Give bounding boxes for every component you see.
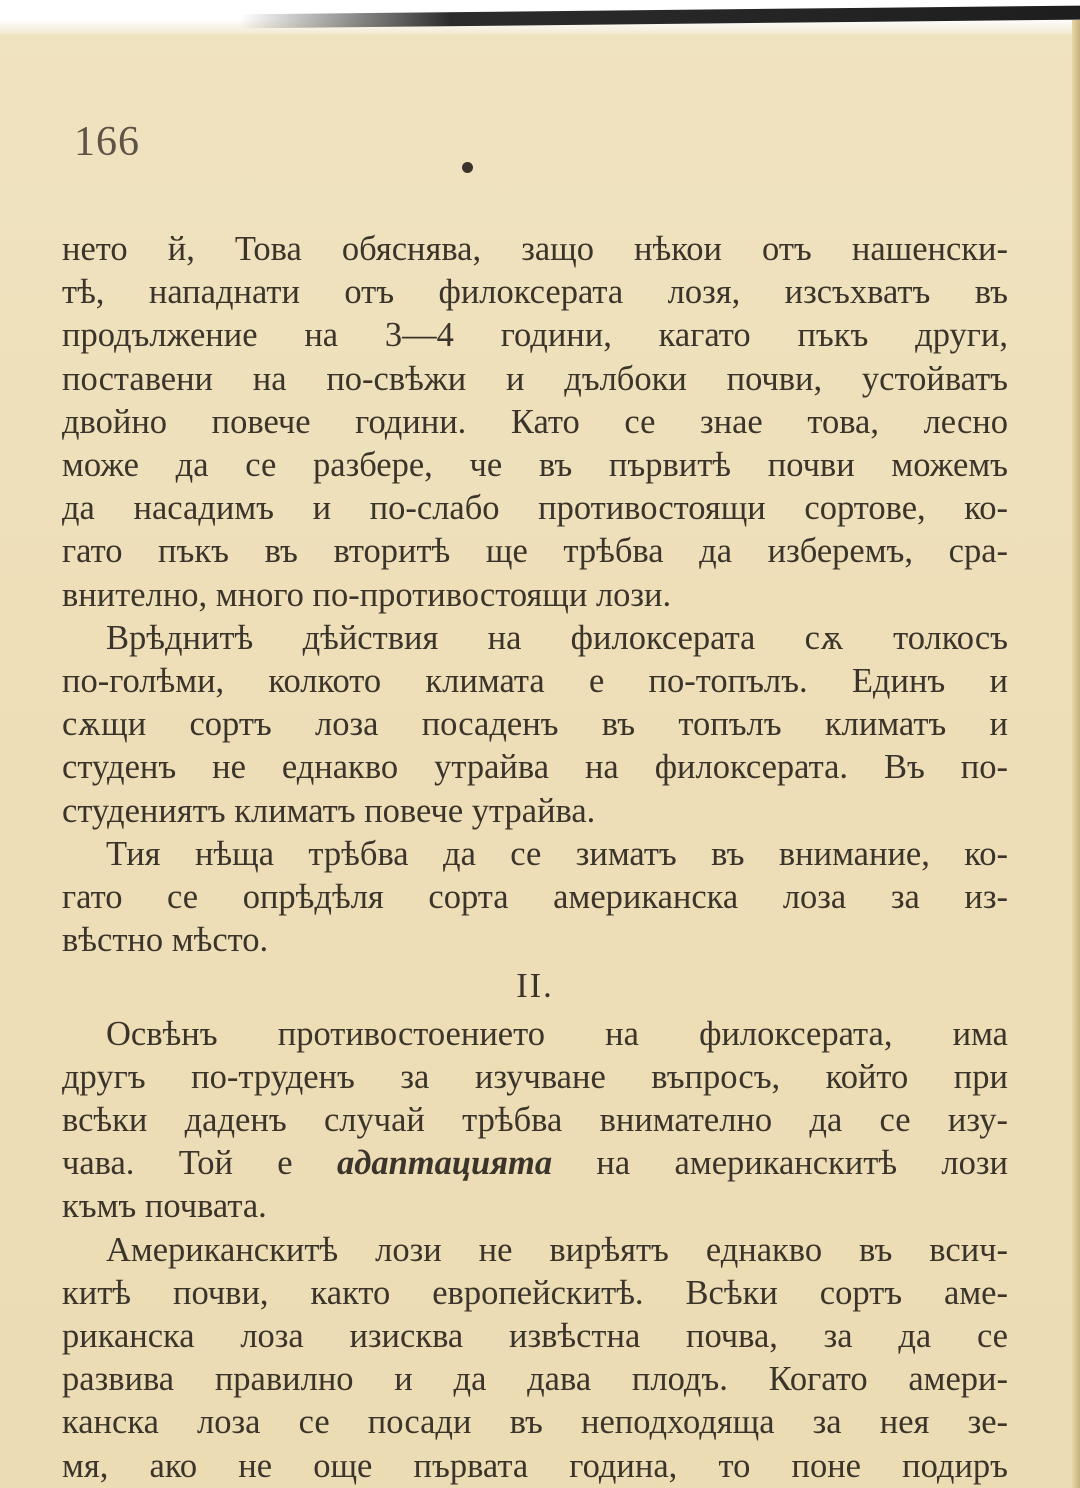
emphasized-term: адаптацията bbox=[336, 1144, 553, 1183]
text-line: внително, много по-противостоящи лози. bbox=[62, 575, 672, 614]
paragraph-3 bbox=[62, 833, 1008, 963]
text-line: Американскитѣ лози не вирѣятъ еднакво въ всич- bbox=[106, 1230, 1008, 1269]
text-line: гато се опрѣдѣля сорта американска лоза за из- bbox=[62, 878, 1008, 917]
paragraph-2 bbox=[62, 617, 1008, 833]
text-line-with-emphasis bbox=[62, 1142, 1008, 1185]
text-line: развива правилно и да дава плодъ. Когато амери- bbox=[62, 1360, 1008, 1399]
text-fragment: на американскитѣ лози bbox=[552, 1144, 1008, 1183]
text-line: сѫщи сортъ лоза посаденъ въ топълъ климатъ и bbox=[62, 705, 1008, 744]
section-heading: II. bbox=[516, 967, 554, 1006]
header-ornament-dot bbox=[462, 162, 473, 173]
text-fragment: чава. Той е bbox=[62, 1144, 337, 1183]
text-line: риканска лоза изисква извѣстна почва, за да се bbox=[62, 1317, 1008, 1356]
section-paragraph-1 bbox=[62, 1013, 1008, 1229]
text-line: Тия нѣща трѣбва да се зиматъ въ внимание, ко- bbox=[106, 834, 1008, 873]
text-line: по-голѣми, колкото климата е по-топълъ. Единъ и bbox=[62, 662, 1008, 701]
text-line: канска лоза се посади въ неподходяща за нея зе- bbox=[62, 1403, 1008, 1442]
text-line: двойно повече години. Като се знае това, лесно bbox=[62, 402, 1008, 441]
text-line: студенъ не еднакво утрайва на филоксерата. Въ по- bbox=[62, 748, 1008, 787]
text-line: гато пъкъ въ вторитѣ ще трѣбва да изберемъ, сра- bbox=[62, 532, 1008, 571]
text-line: китѣ почви, както европейскитѣ. Всѣки сортъ аме- bbox=[62, 1273, 1008, 1312]
text-line: поставени на по-свѣжи и дълбоки почви, устойватъ bbox=[62, 359, 1008, 398]
text-line: студениятъ климатъ повече утрайва. bbox=[62, 791, 596, 830]
text-line: нето й, Това обяснява, защо нѣкои отъ нашенски- bbox=[62, 230, 1008, 268]
paragraph-1 bbox=[62, 228, 1008, 617]
page-number: 166 bbox=[74, 119, 140, 165]
body-text bbox=[62, 228, 1008, 1488]
text-line: тѣ, нападнати отъ филоксерата лозя, изсъхватъ въ bbox=[62, 273, 1008, 312]
text-line: Врѣднитѣ дѣйствия на филоксерата сѫ толкосъ bbox=[106, 618, 1008, 657]
text-line: продължение на 3—4 години, кагато пъкъ други, bbox=[62, 316, 1008, 355]
text-line: може да се разбере, че въ първитѣ почви можемъ bbox=[62, 446, 1008, 485]
text-line: вѣстно мѣсто. bbox=[62, 921, 269, 960]
page-right-edge bbox=[1072, 20, 1080, 1488]
section-paragraph-2 bbox=[62, 1229, 1008, 1488]
text-line: да насадимъ и по-слабо противостоящи сортове, ко- bbox=[62, 489, 1008, 528]
text-line: всѣки даденъ случай трѣбва внимателно да се изу- bbox=[62, 1101, 1008, 1140]
text-line: другъ по-труденъ за изучване въпросъ, който при bbox=[62, 1057, 1008, 1096]
text-line: мя, ако не още първата година, то поне подиръ bbox=[62, 1446, 1008, 1485]
text-line: къмъ почвата. bbox=[62, 1187, 267, 1226]
text-line: Освѣнъ противостоението на филоксерата, има bbox=[106, 1014, 1008, 1053]
